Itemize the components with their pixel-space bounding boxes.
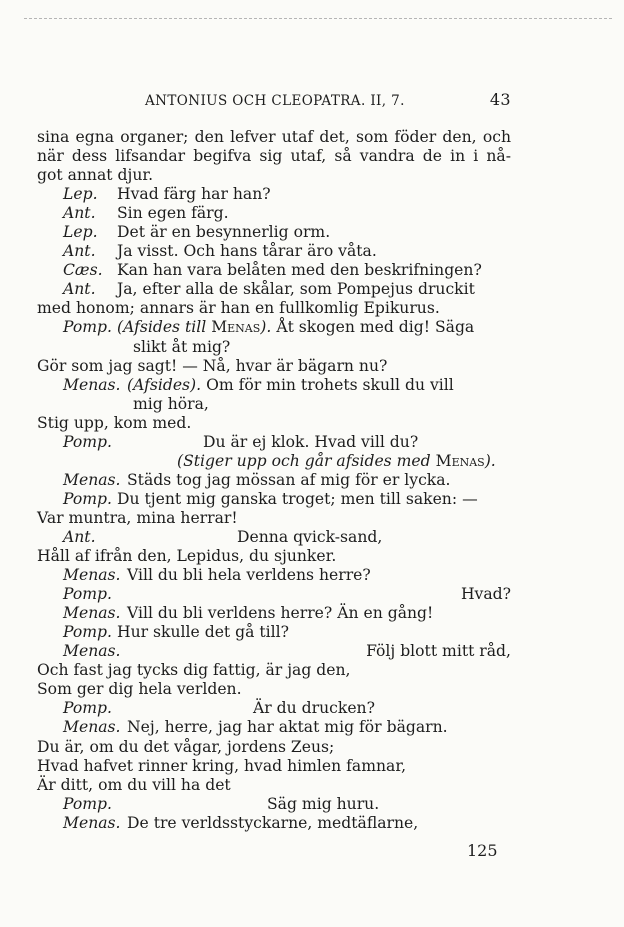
speech-text: Hur skulle det gå till? — [117, 623, 289, 642]
stage-character-name: Menas — [211, 318, 261, 337]
speaker-name: Pomp. — [63, 794, 112, 813]
speaker-name: Cæs. — [63, 261, 103, 280]
speaker-name: Ant. — [63, 280, 96, 299]
text-line: Som ger dig hela verlden. — [37, 680, 242, 699]
stage-character-name: Menas — [435, 451, 485, 470]
speaker-name: Ant. — [63, 242, 96, 261]
speech-text: Denna qvick-sand, — [237, 527, 383, 546]
speech-text: Hvad? — [460, 585, 511, 604]
speaker-name: Menas. — [63, 813, 121, 832]
running-title: ANTONIUS OCH CLEOPATRA. II, 7. — [145, 93, 405, 109]
speech-text: Är du drucken? — [253, 699, 375, 718]
speaker-name: Menas. — [63, 375, 121, 394]
text-line: när dess lifsandar begifva sig utaf, så vandra de in i nå- — [37, 147, 511, 166]
sheet-signature: 125 — [467, 841, 498, 860]
page-body — [37, 128, 511, 833]
dialogue-line — [37, 566, 511, 585]
speaker-name: Lep. — [63, 185, 98, 204]
top-dashed-rule — [24, 18, 612, 19]
text-line: Hvad hafvet rinner kring, hvad himlen famnar, — [37, 756, 407, 775]
speaker-name: Menas. — [63, 718, 121, 737]
dialogue-line — [37, 528, 511, 547]
text-line: Är ditt, om du vill ha det — [37, 775, 231, 794]
speaker-name: Ant. — [63, 204, 96, 223]
dialogue-line — [37, 604, 511, 623]
speaker-name: Menas. — [63, 470, 121, 489]
text-line: Håll af ifrån den, Lepidus, du sjunker. — [37, 547, 337, 566]
text-line: mig höra, — [133, 394, 209, 413]
speaker-name: Pomp. — [63, 432, 112, 451]
dialogue-line — [37, 280, 511, 299]
dialogue-line — [37, 623, 511, 642]
speech-text: Följ blott mitt råd, — [366, 642, 511, 661]
dialogue-line — [37, 814, 511, 833]
running-header — [37, 91, 511, 113]
text-line: Gör som jag sagt! — Nå, hvar är bägarn nu? — [37, 356, 388, 375]
speaker-name: Pomp. — [63, 318, 112, 337]
speech-text: Sin egen färg. — [117, 204, 229, 223]
speech-text: Du är ej klok. Hvad vill du? — [203, 432, 419, 451]
text-line: med honom; annars är han en fullkomlig Epikurus. — [37, 299, 440, 318]
dialogue-line — [37, 376, 511, 395]
text-line: got annat djur. — [37, 166, 154, 185]
stage-direction: (Afsides till Menas). — [117, 318, 272, 337]
speech-text: Säg mig huru. — [267, 794, 380, 813]
speaker-name: Pomp. — [63, 585, 112, 604]
speaker-name: Pomp. — [63, 489, 112, 508]
dialogue-line — [37, 490, 511, 509]
speaker-name: Menas. — [63, 642, 121, 661]
speaker-name: Ant. — [63, 527, 96, 546]
stage-direction: (Afsides). — [127, 375, 202, 394]
dialogue-line — [37, 223, 511, 242]
text-line: sina egna organer; den lefver utaf det, som föder den, och — [37, 128, 511, 146]
speaker-name: Lep. — [63, 223, 98, 242]
dialogue-line — [37, 471, 511, 490]
text-line: Var muntra, mina herrar! — [37, 508, 238, 527]
dialogue-line — [37, 585, 511, 604]
text-line: slikt åt mig? — [133, 337, 231, 356]
speech-text: Vill du bli hela verldens herre? — [127, 566, 371, 585]
stage-direction: (Stiger upp och går afsides med Menas). — [177, 451, 496, 470]
page-number: 43 — [489, 90, 511, 109]
speaker-name: Menas. — [63, 604, 121, 623]
speech-text: Vill du bli verldens herre? Än en gång! — [127, 604, 434, 623]
speaker-name: Menas. — [63, 566, 121, 585]
dialogue-line — [37, 718, 511, 737]
text-line: Och fast jag tycks dig fattig, är jag den, — [37, 661, 351, 680]
speech-text: Ja visst. Och hans tårar äro våta. — [117, 242, 377, 261]
text-line: Stig upp, kom med. — [37, 413, 192, 432]
speech-text: Du tjent mig ganska troget; men till saken: — — [117, 489, 478, 508]
dialogue-line — [37, 185, 511, 204]
speech-text: De tre verldsstyckarne, medtäflarne, — [127, 813, 419, 832]
dialogue-line — [37, 642, 511, 661]
speaker-name: Pomp. — [63, 623, 112, 642]
dialogue-line — [37, 699, 511, 718]
speech-text: Ja, efter alla de skålar, som Pompejus druckit — [117, 280, 475, 299]
speech-text: Hvad färg har han? — [117, 185, 271, 204]
speech-text: Åt skogen med dig! Säga — [276, 318, 475, 337]
speaker-name: Pomp. — [63, 699, 112, 718]
speech-text: Nej, herre, jag har aktat mig för bägarn. — [127, 718, 448, 737]
speech-text: Kan han vara belåten med den beskrifningen? — [117, 261, 482, 280]
dialogue-line — [37, 242, 511, 261]
speech-text: Städs tog jag mössan af mig för er lycka. — [127, 470, 451, 489]
dialogue-line — [37, 318, 511, 337]
text-line: Du är, om du det vågar, jordens Zeus; — [37, 737, 335, 756]
dialogue-line — [37, 795, 511, 814]
dialogue-line — [37, 261, 511, 280]
dialogue-line — [37, 204, 511, 223]
speech-text: Om för min trohets skull du vill — [206, 375, 454, 394]
speech-text: Det är en besynnerlig orm. — [117, 223, 331, 242]
dialogue-line — [37, 433, 511, 452]
